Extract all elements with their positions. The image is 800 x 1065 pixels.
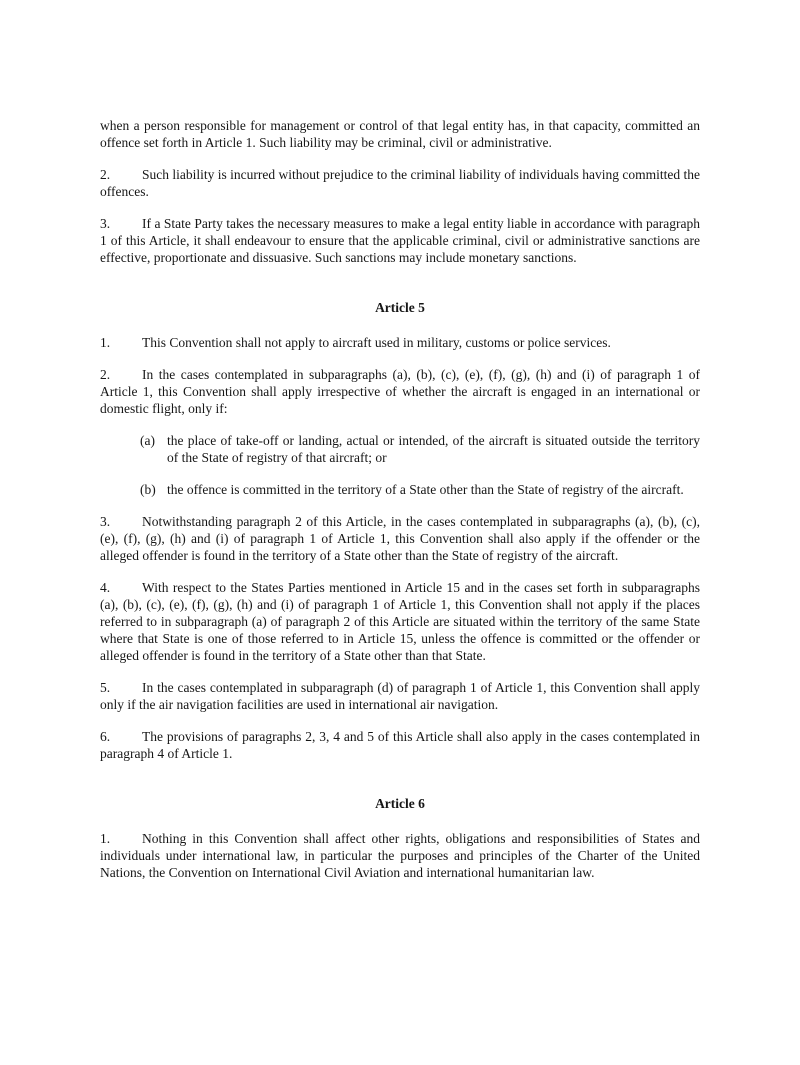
list-item-a — [140, 432, 700, 466]
paragraph-number: 3. — [100, 514, 111, 529]
paragraph-text: This Convention shall not apply to aircraft used in military, customs or police services. — [142, 335, 611, 350]
paragraph-text: Nothing in this Convention shall affect other rights, obligations and responsibilities of States and individuals under international law, in particular the purposes and principles of the Charter of the United Nations, the Convention on International Civil Aviation and international humanitarian law. — [100, 831, 700, 880]
paragraph-text: If a State Party takes the necessary measures to make a legal entity liable in accordance with paragraph 1 of this Article, it shall endeavour to ensure that the applicable criminal, civil or administrative sanctions are effective, proportionate and dissuasive. Such sanctions may include monetary sanctions. — [100, 216, 700, 265]
list-item-marker: (b) — [140, 482, 156, 497]
paragraph-number: 6. — [100, 729, 111, 744]
paragraph-number: 3. — [100, 216, 111, 231]
list-item-text: the offence is committed in the territory of a State other than the State of registry of the aircraft. — [167, 482, 684, 497]
list-item-b — [140, 481, 700, 498]
document-page — [100, 117, 700, 896]
paragraph-article4-3 — [100, 215, 700, 266]
paragraph-article5-3 — [100, 513, 700, 564]
paragraph-text: Such liability is incurred without prejudice to the criminal liability of individuals having committed the offences. — [100, 167, 700, 199]
paragraph-article5-1 — [100, 334, 700, 351]
list-item-marker: (a) — [140, 433, 155, 448]
paragraph-article5-6 — [100, 728, 700, 762]
paragraph-article5-5 — [100, 679, 700, 713]
paragraph-text: Notwithstanding paragraph 2 of this Article, in the cases contemplated in subparagraphs (a), (b), (c), (e), (f), (g), (h) and (i) of paragraph 1 of Article 1, this Convention shall also apply if the offender or the alleged offender is found in the territory of a State other than the State of registry of the aircraft. — [100, 514, 700, 563]
paragraph-text: The provisions of paragraphs 2, 3, 4 and 5 of this Article shall also apply in the cases contemplated in paragraph 4 of Article 1. — [100, 729, 700, 761]
paragraph-article4-continuation: when a person responsible for management or control of that legal entity has, in that capacity, committed an offence set forth in Article 1. Such liability may be criminal, civil or administrative. — [100, 118, 700, 150]
paragraph-number: 5. — [100, 680, 111, 695]
paragraph-number: 1. — [100, 831, 111, 846]
article-6-heading: Article 6 — [375, 796, 425, 811]
paragraph-text: With respect to the States Parties mentioned in Article 15 and in the cases set forth in subparagraphs (a), (b), (c), (e), (f), (g), (h) and (i) of paragraph 1 of Article 1, this Convention shall not apply if the places referred to in subparagraph (a) of paragraph 2 of this Article are situated within the territory of the same State where that State is one of those referred to in Article 15, unless the offence is committed or the offender or alleged offender is found in the territory of a State other than that State. — [100, 580, 700, 663]
paragraph-text: In the cases contemplated in subparagraph (d) of paragraph 1 of Article 1, this Convention shall apply only if the air navigation facilities are used in international air navigation. — [100, 680, 700, 712]
article-5-heading: Article 5 — [375, 300, 425, 315]
paragraph-article5-4 — [100, 579, 700, 664]
paragraph-article6-1 — [100, 830, 700, 881]
paragraph-text: In the cases contemplated in subparagraphs (a), (b), (c), (e), (f), (g), (h) and (i) of paragraph 1 of Article 1, this Convention shall apply irrespective of whether the aircraft is engaged in an international or domestic flight, only if: — [100, 367, 700, 416]
paragraph-article5-2 — [100, 366, 700, 417]
paragraph-number: 1. — [100, 335, 111, 350]
paragraph-number: 4. — [100, 580, 111, 595]
paragraph-number: 2. — [100, 367, 111, 382]
paragraph-number: 2. — [100, 167, 111, 182]
list-item-text: the place of take-off or landing, actual or intended, of the aircraft is situated outside the territory of the State of registry of that aircraft; or — [167, 433, 700, 465]
paragraph-article4-2 — [100, 166, 700, 200]
